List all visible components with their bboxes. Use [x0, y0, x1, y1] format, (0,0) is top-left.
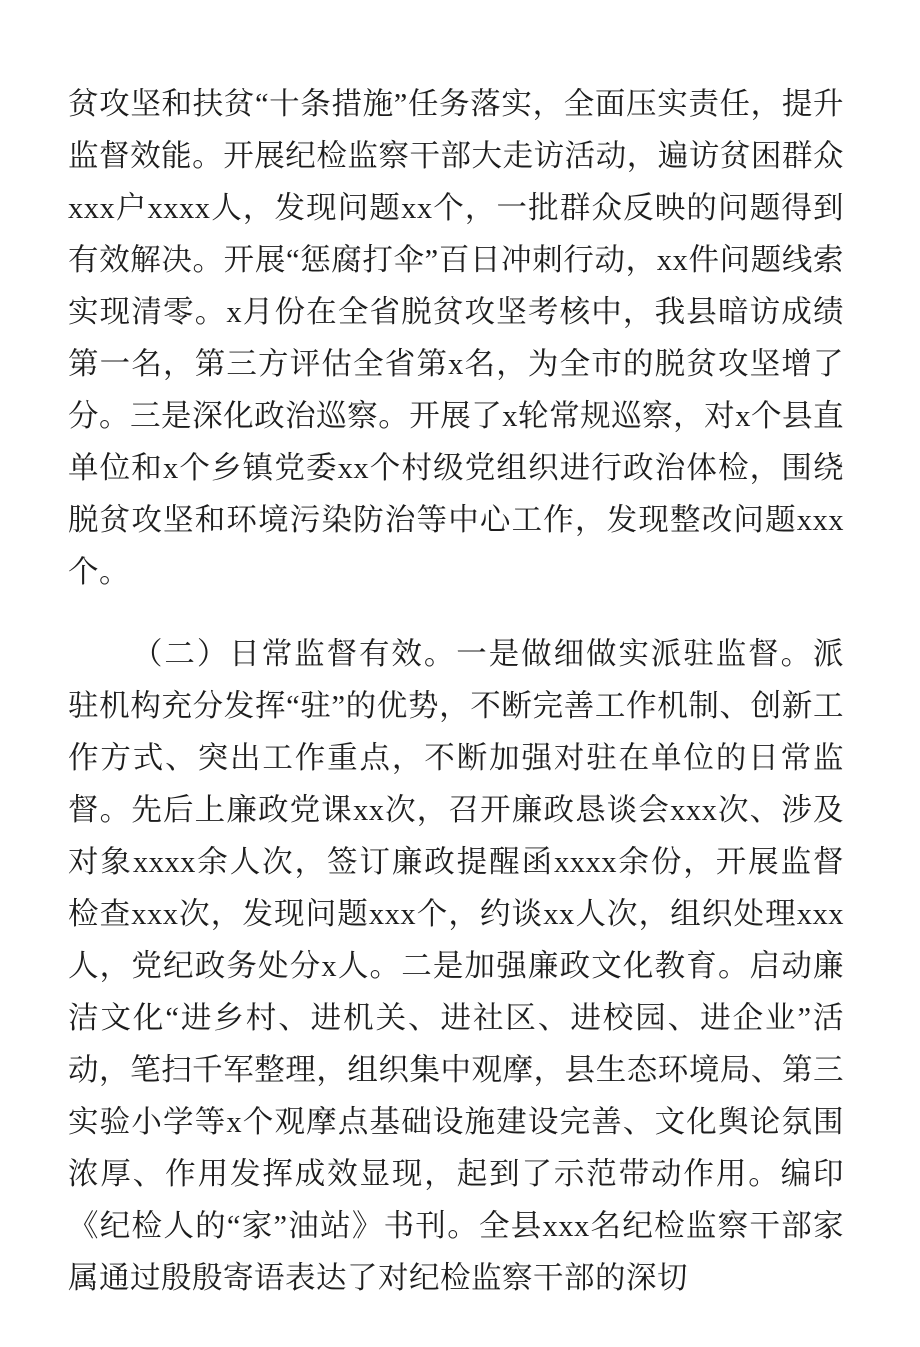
- paragraph-daily-supervision-effective: （二）日常监督有效。一是做细做实派驻监督。派驻机构充分发挥“驻”的优势，不断完善工作机制、创新工作方式、突出工作重点，不断加强对驻在单位的日常监督。先后上廉政党课xx次，召开廉政恳谈会xxx次、涉及对象xxxx余人次，签订廉政提醒函xxxx余份，开展监督检查xxx次，发现问题xxx个，约谈xx人次，组织处理xxx人，党纪政务处分x人。二是加强廉政文化教育。启动廉洁文化“进乡村、进机关、进社区、进校园、进企业”活动，笔扫千军整理，组织集中观摩，县生态环境局、第三实验小学等x个观摩点基础设施建设完善、文化舆论氛围浓厚、作用发挥成效显现，起到了示范带动作用。编印《纪检人的“家”油站》书刊。全县xxx名纪检监察干部家属通过殷殷寄语表达了对纪检监察干部的深切: [68, 637, 844, 1295]
- document-text-body: [68, 78, 844, 1304]
- paragraph-poverty-alleviation-supervision: 贫攻坚和扶贫“十条措施”任务落实，全面压实责任，提升监督效能。开展纪检监察干部大走访活动，遍访贫困群众xxx户xxxx人，发现问题xx个，一批群众反映的问题得到有效解决。开展“惩腐打伞”百日冲刺行动，xx件问题线索实现清零。x月份在全省脱贫攻坚考核中，我县暗访成绩第一名，第三方评估全省第x名，为全市的脱贫攻坚增了分。三是深化政治巡察。开展了x轮常规巡察，对x个县直单位和x个乡镇党委xx个村级党组织进行政治体检，围绕脱贫攻坚和环境污染防治等中心工作，发现整改问题xxx个。: [68, 87, 844, 589]
